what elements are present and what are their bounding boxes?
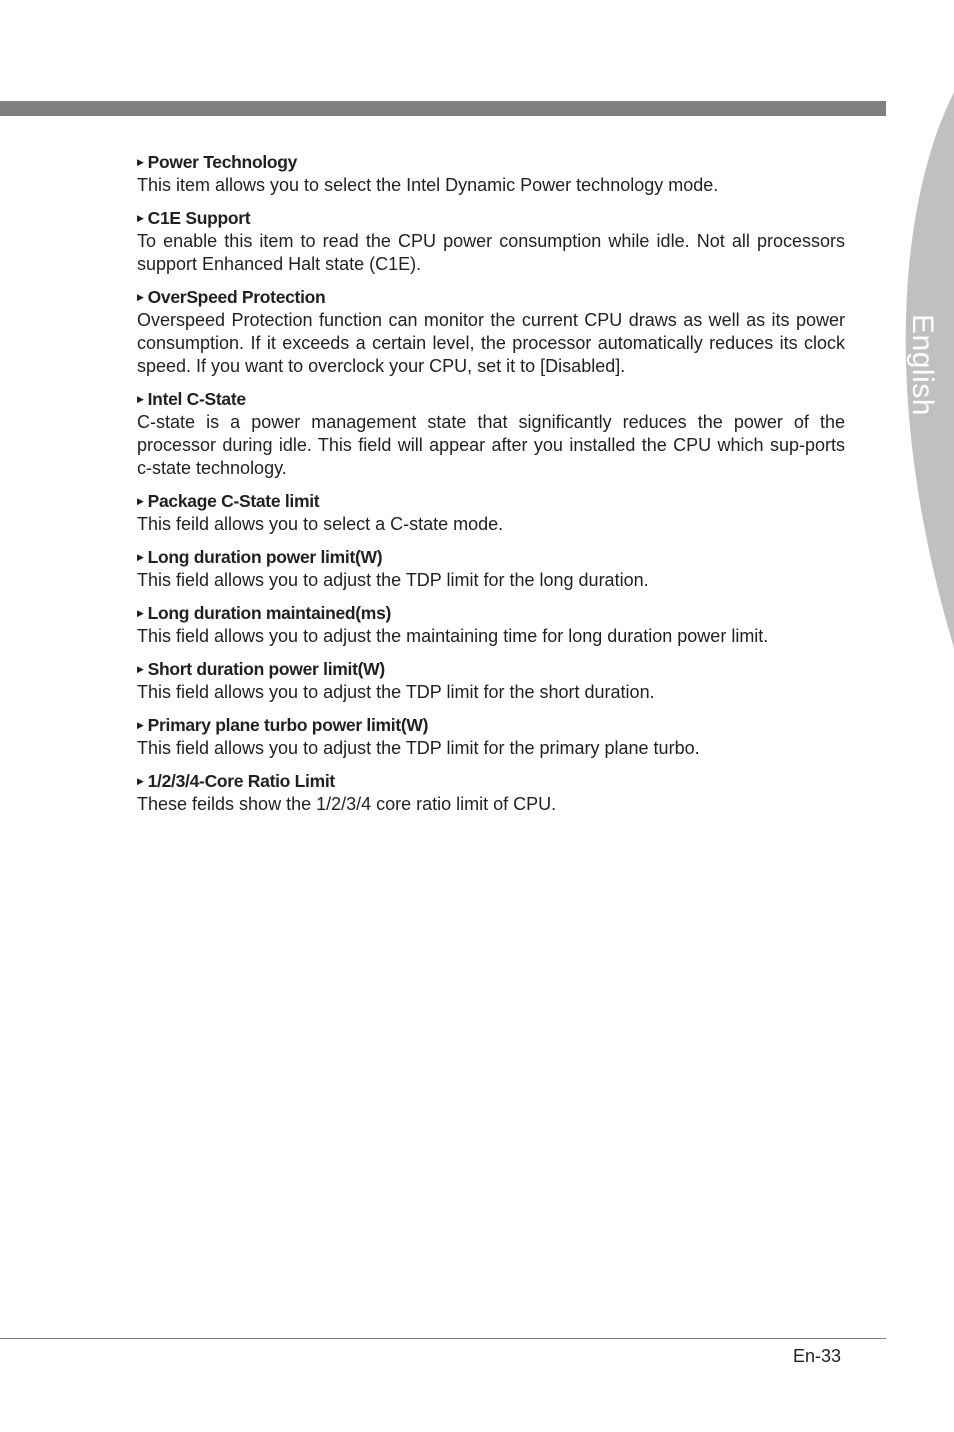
- item-title: [137, 601, 845, 625]
- list-item: [137, 545, 845, 592]
- list-item: [137, 601, 845, 648]
- list-item: [137, 489, 845, 536]
- item-title-text: C1E Support: [147, 208, 251, 228]
- list-item: [137, 206, 845, 276]
- list-item: [137, 150, 845, 197]
- item-title-text: Power Technology: [147, 152, 298, 172]
- item-description: This field allows you to adjust the maintaining time for long duration power limit.: [137, 626, 769, 646]
- list-item: [137, 769, 845, 816]
- triangle-bullet-icon: ▶: [137, 213, 144, 223]
- item-title-text: Intel C-State: [147, 389, 246, 409]
- list-item: [137, 387, 845, 480]
- item-title-text: Short duration power limit(W): [147, 659, 385, 679]
- item-description: This field allows you to adjust the TDP limit for the long duration.: [137, 570, 649, 590]
- item-title: [137, 713, 845, 737]
- item-title: [137, 285, 845, 309]
- side-tab-label: English: [906, 314, 939, 416]
- triangle-bullet-icon: ▶: [137, 664, 144, 674]
- triangle-bullet-icon: ▶: [137, 608, 144, 618]
- triangle-bullet-icon: ▶: [137, 720, 144, 730]
- item-title: [137, 769, 845, 793]
- triangle-bullet-icon: ▶: [137, 157, 144, 167]
- item-description: C-state is a power management state that significantly reduces the power of the processor during idle. This field will appear after you installed the CPU which sup-ports c-state technology.: [137, 412, 845, 478]
- item-description: Overspeed Protection function can monitor the current CPU draws as well as its power consumption. If it exceeds a certain level, the processor automatically reduces its clock speed. If you want to overclock your CPU, set it to [Disabled].: [137, 310, 845, 376]
- item-title-text: Long duration power limit(W): [147, 547, 383, 567]
- item-description: This item allows you to select the Intel Dynamic Power technology mode.: [137, 175, 719, 195]
- triangle-bullet-icon: ▶: [137, 496, 144, 506]
- item-description: This field allows you to adjust the TDP limit for the short duration.: [137, 682, 655, 702]
- list-item: [137, 713, 845, 760]
- footer-divider: [0, 1338, 886, 1339]
- list-item: [137, 285, 845, 378]
- item-title: [137, 489, 845, 513]
- item-title: [137, 657, 845, 681]
- item-title-text: Long duration maintained(ms): [147, 603, 392, 623]
- item-title: [137, 387, 845, 411]
- item-title: [137, 545, 845, 569]
- item-title-text: 1/2/3/4-Core Ratio Limit: [147, 771, 335, 791]
- triangle-bullet-icon: ▶: [137, 394, 144, 404]
- item-title: [137, 150, 845, 174]
- item-title-text: Package C-State limit: [147, 491, 320, 511]
- triangle-bullet-icon: ▶: [137, 292, 144, 302]
- item-description: This field allows you to adjust the TDP limit for the primary plane turbo.: [137, 738, 700, 758]
- list-item: [137, 657, 845, 704]
- item-title-text: Primary plane turbo power limit(W): [147, 715, 429, 735]
- item-description: These feilds show the 1/2/3/4 core ratio limit of CPU.: [137, 794, 557, 814]
- page-number: En-33: [793, 1346, 842, 1366]
- item-description: This feild allows you to select a C-state mode.: [137, 514, 504, 534]
- item-title-text: OverSpeed Protection: [147, 287, 326, 307]
- item-description: To enable this item to read the CPU power consumption while idle. Not all processors support Enhanced Halt state (C1E).: [137, 231, 845, 274]
- triangle-bullet-icon: ▶: [137, 776, 144, 786]
- triangle-bullet-icon: ▶: [137, 552, 144, 562]
- content: [137, 150, 845, 825]
- item-title: [137, 206, 845, 230]
